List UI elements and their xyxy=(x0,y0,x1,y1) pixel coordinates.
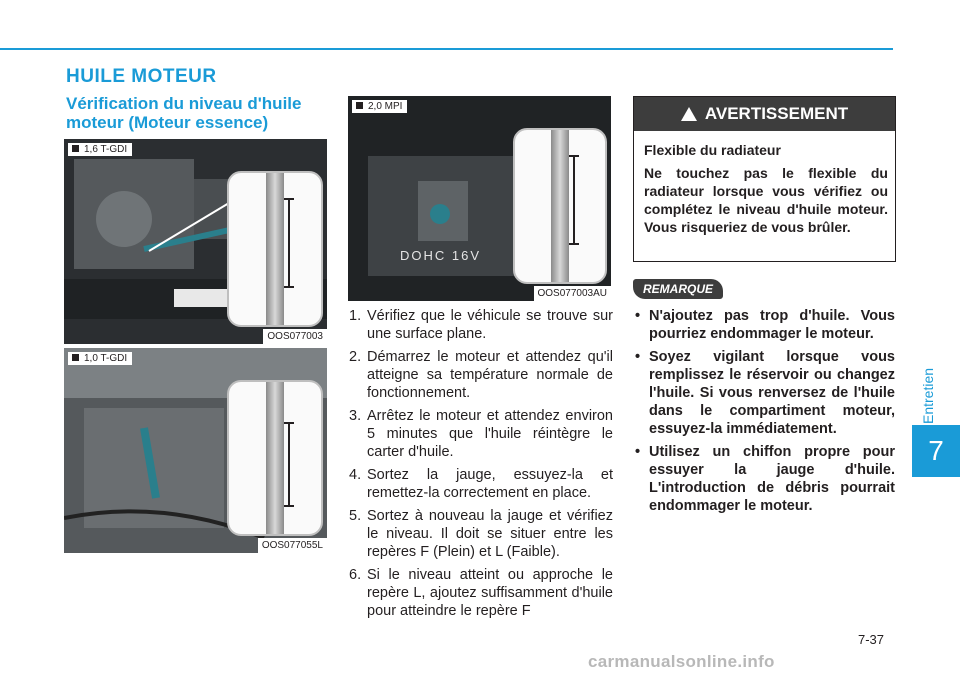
mark-f xyxy=(569,155,579,157)
list-item: • Soyez vigilant lorsque vous remplissez le réservoir ou changez l'huile. Si vous renversez de l'huile dans le compartiment moteur, essuyez-la immédiatement. xyxy=(635,349,895,437)
level-range-mark xyxy=(573,155,575,245)
chapter-number: 7 xyxy=(928,435,944,466)
top-rule xyxy=(0,48,893,50)
warning-box xyxy=(633,96,896,262)
step-item: 5. Sortez à nouveau la jauge et vérifiez le niveau. Il doit se situer entre les repères F (Plein) et L (Faible). xyxy=(349,508,613,560)
engine-tag: 1,6 T-GDI xyxy=(68,143,132,156)
subsection-title: Vérification du niveau d'huile moteur (Moteur essence) xyxy=(66,94,302,132)
warning-body: Ne touchez pas le flexible du radiateur lorsque vous vérifiez ou complétez le niveau d'huile moteur. Vous risqueriez de vous brûler. xyxy=(644,165,888,235)
footer-watermark: carmanualsonline.info xyxy=(588,652,775,671)
procedure-steps xyxy=(349,307,613,625)
image-code: OOS077003 xyxy=(263,329,327,344)
warning-header: AVERTISSEMENT xyxy=(634,97,895,131)
level-range-mark xyxy=(288,198,290,288)
dipstick-zoom-inset xyxy=(227,380,323,536)
mark-f xyxy=(284,422,294,424)
list-item: • N'ajoutez pas trop d'huile. Vous pourriez endommager le moteur. xyxy=(635,308,895,342)
mark-l xyxy=(284,286,294,288)
dipstick xyxy=(266,173,284,325)
step-item: 6. Si le niveau atteint ou approche le repère L, ajoutez suffisamment d'huile pour atteindre le repère F xyxy=(349,567,613,619)
engine-photo-2-0-mpi xyxy=(348,96,611,301)
mark-l xyxy=(284,505,294,507)
page-number: 7-37 xyxy=(858,632,885,647)
level-range-mark xyxy=(288,422,290,507)
engine-tag: 2,0 MPI xyxy=(352,100,407,113)
mark-f xyxy=(284,198,294,200)
step-item: 1. Vérifiez que le véhicule se trouve sur une surface plane. xyxy=(349,308,613,342)
remark-bullets xyxy=(633,307,895,520)
engine-photo-1-0-tgdi xyxy=(64,348,327,553)
dipstick xyxy=(551,130,569,282)
remark-label: REMARQUE xyxy=(633,279,723,299)
engine-tag: 1,0 T-GDI xyxy=(68,352,132,365)
warning-title: Flexible du radiateur xyxy=(644,142,781,158)
chapter-number-tab xyxy=(912,425,960,477)
engine-cover-text: DOHC 16V xyxy=(400,248,482,263)
dipstick-zoom-inset xyxy=(513,128,607,284)
step-item: 3. Arrêtez le moteur et attendez environ 5 minutes que l'huile réintègre le carter d'huile. xyxy=(349,408,613,460)
step-item: 2. Démarrez le moteur et attendez qu'il atteigne sa température normale de fonctionnement. xyxy=(349,349,613,401)
warning-triangle-icon xyxy=(681,107,697,121)
image-code: OOS077055L xyxy=(258,538,327,553)
dipstick xyxy=(266,382,284,534)
image-code: OOS077003AU xyxy=(534,286,612,301)
dipstick-zoom-inset xyxy=(227,171,323,327)
list-item: • Utilisez un chiffon propre pour essuyer la jauge d'huile. L'introduction de débris pourrait endommager le moteur. xyxy=(635,444,895,514)
step-item: 4. Sortez la jauge, essuyez-la et remettez-la correctement en place. xyxy=(349,467,613,501)
section-title: HUILE MOTEUR xyxy=(66,66,217,87)
mark-l xyxy=(569,243,579,245)
engine-photo-1-6-tgdi xyxy=(64,139,327,344)
